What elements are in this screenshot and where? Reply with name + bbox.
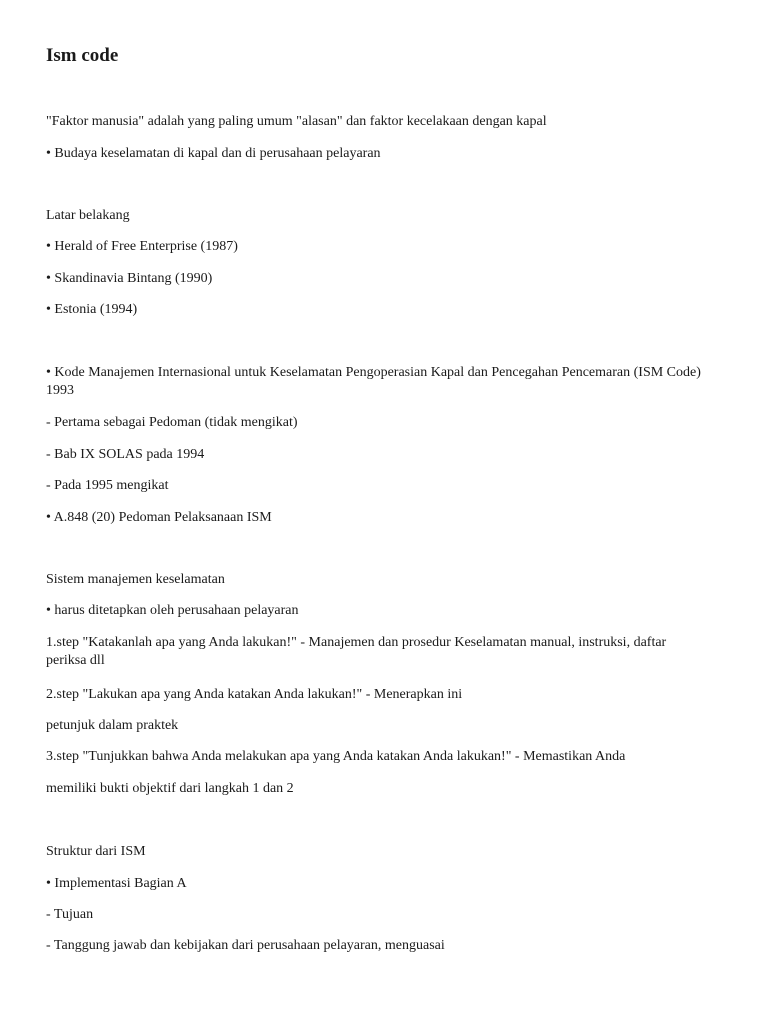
bullet-part-a: • Implementasi Bagian A bbox=[46, 876, 187, 891]
item-guideline: - Pertama sebagai Pedoman (tidak mengikat) bbox=[46, 415, 298, 430]
bullet-a848: • A.848 (20) Pedoman Pelaksanaan ISM bbox=[46, 510, 272, 525]
item-solas: - Bab IX SOLAS pada 1994 bbox=[46, 447, 205, 462]
paragraph-human-factor: "Faktor manusia" adalah yang paling umum "alasan" dan faktor kecelakaan dengan kapal bbox=[46, 114, 547, 129]
heading-ism-structure: Struktur dari ISM bbox=[46, 844, 146, 859]
item-binding: - Pada 1995 mengikat bbox=[46, 478, 169, 493]
bullet-skandinavia: • Skandinavia Bintang (1990) bbox=[46, 271, 213, 286]
bullet-herald: • Herald of Free Enterprise (1987) bbox=[46, 239, 238, 254]
item-objective: - Tujuan bbox=[46, 907, 94, 922]
heading-background: Latar belakang bbox=[46, 208, 130, 223]
step-1: 1.step "Katakanlah apa yang Anda lakukan!" - Manajemen dan prosedur Keselamatan manual, instruksi, daftar periksa dll bbox=[46, 635, 667, 668]
step-2: 2.step "Lakukan apa yang Anda katakan Anda lakukan!" - Menerapkan ini bbox=[46, 687, 463, 702]
bullet-ism-code: • Kode Manajemen Internasional untuk Keselamatan Pengoperasian Kapal dan Pencegahan Pencemaran (ISM Code) 1993 bbox=[46, 365, 701, 398]
heading-safety-management: Sistem manajemen keselamatan bbox=[46, 572, 225, 587]
item-responsibility: - Tanggung jawab dan kebijakan dari perusahaan pelayaran, menguasai bbox=[46, 938, 445, 953]
bullet-safety-culture: • Budaya keselamatan di kapal dan di perusahaan pelayaran bbox=[46, 146, 381, 161]
document-title: Ism code bbox=[46, 45, 119, 66]
step-3-continued: memiliki bukti objektif dari langkah 1 dan 2 bbox=[46, 781, 294, 796]
bullet-estonia: • Estonia (1994) bbox=[46, 302, 138, 317]
step-3: 3.step "Tunjukkan bahwa Anda melakukan apa yang Anda katakan Anda lakukan!" - Memastikan Anda bbox=[46, 749, 626, 764]
bullet-established: • harus ditetapkan oleh perusahaan pelayaran bbox=[46, 603, 299, 618]
step-2-continued: petunjuk dalam praktek bbox=[46, 718, 179, 733]
